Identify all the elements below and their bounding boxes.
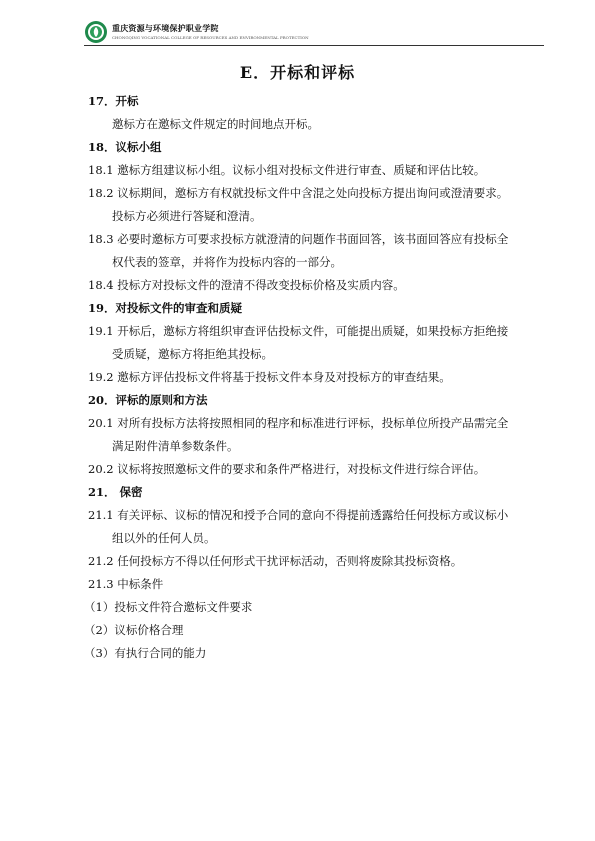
clause-20-1: 20.1 对所有投标方法将按照相同的程序和标准进行评标，投标单位所投产品需完全	[88, 416, 509, 430]
condition-1: （1）投标文件符合邀标文件要求	[84, 600, 253, 614]
clause-21-1: 21.1 有关评标、议标的情况和授予合同的意向不得提前透露给任何投标方或议标小	[88, 508, 509, 522]
clause-18-2-cont: 投标方必须进行答疑和澄清。	[112, 209, 262, 223]
clause-19-heading: 19．对投标文件的审查和质疑	[88, 301, 243, 315]
condition-2: （2）议标价格合理	[84, 623, 184, 637]
condition-3: （3）有执行合同的能力	[84, 646, 207, 660]
clause-18-1: 18.1 邀标方组建议标小组。议标小组对投标文件进行审查、质疑和评估比较。	[88, 163, 486, 177]
clause-18-heading: 18．议标小组	[88, 140, 162, 154]
clause-21-2: 21.2 任何投标方不得以任何形式干扰评标活动，否则将废除其投标资格。	[88, 554, 463, 568]
org-name: 重庆资源与环境保护职业学院	[112, 23, 219, 33]
clause-17-heading: 17．开标	[88, 94, 139, 108]
header-divider	[84, 45, 544, 46]
page-header	[84, 20, 544, 46]
clause-17-text: 邀标方在邀标文件规定的时间地点开标。	[112, 117, 319, 131]
clause-18-4: 18.4 投标方对投标文件的澄清不得改变投标价格及实质内容。	[88, 278, 405, 292]
clause-19-1: 19.1 开标后，邀标方将组织审查评估投标文件，可能提出质疑，如果投标方拒绝接	[88, 324, 509, 338]
clause-21-1-cont: 组以外的任何人员。	[112, 531, 216, 545]
clause-18-2: 18.2 议标期间，邀标方有权就投标文件中含混之处向投标方提出询问或澄清要求。	[88, 186, 509, 200]
clause-21-3: 21.3 中标条件	[88, 577, 164, 591]
clause-20-1-cont: 满足附件清单参数条件。	[112, 439, 239, 453]
clause-19-1-cont: 受质疑，邀标方将拒绝其投标。	[112, 347, 273, 361]
clause-18-3-cont: 权代表的签章，并将作为投标内容的一部分。	[112, 255, 342, 269]
clause-18-3: 18.3 必要时邀标方可要求投标方就澄清的问题作书面回答，该书面回答应有投标全	[88, 232, 509, 246]
clause-19-2: 19.2 邀标方评估投标文件将基于投标文件本身及对投标方的审查结果。	[88, 370, 451, 384]
clause-20-heading: 20．评标的原则和方法	[88, 393, 208, 407]
section-title: E．开标和评标	[239, 63, 356, 82]
clause-20-2: 20.2 议标将按照邀标文件的要求和条件严格进行，对投标文件进行综合评估。	[88, 462, 486, 476]
clause-21-heading: 21． 保密	[88, 485, 143, 499]
org-subtitle: CHONGQING VOCATIONAL COLLEGE OF RESOURCES AND ENVIRONMENTAL PROTECTION	[112, 35, 309, 40]
college-logo-icon	[84, 20, 108, 44]
